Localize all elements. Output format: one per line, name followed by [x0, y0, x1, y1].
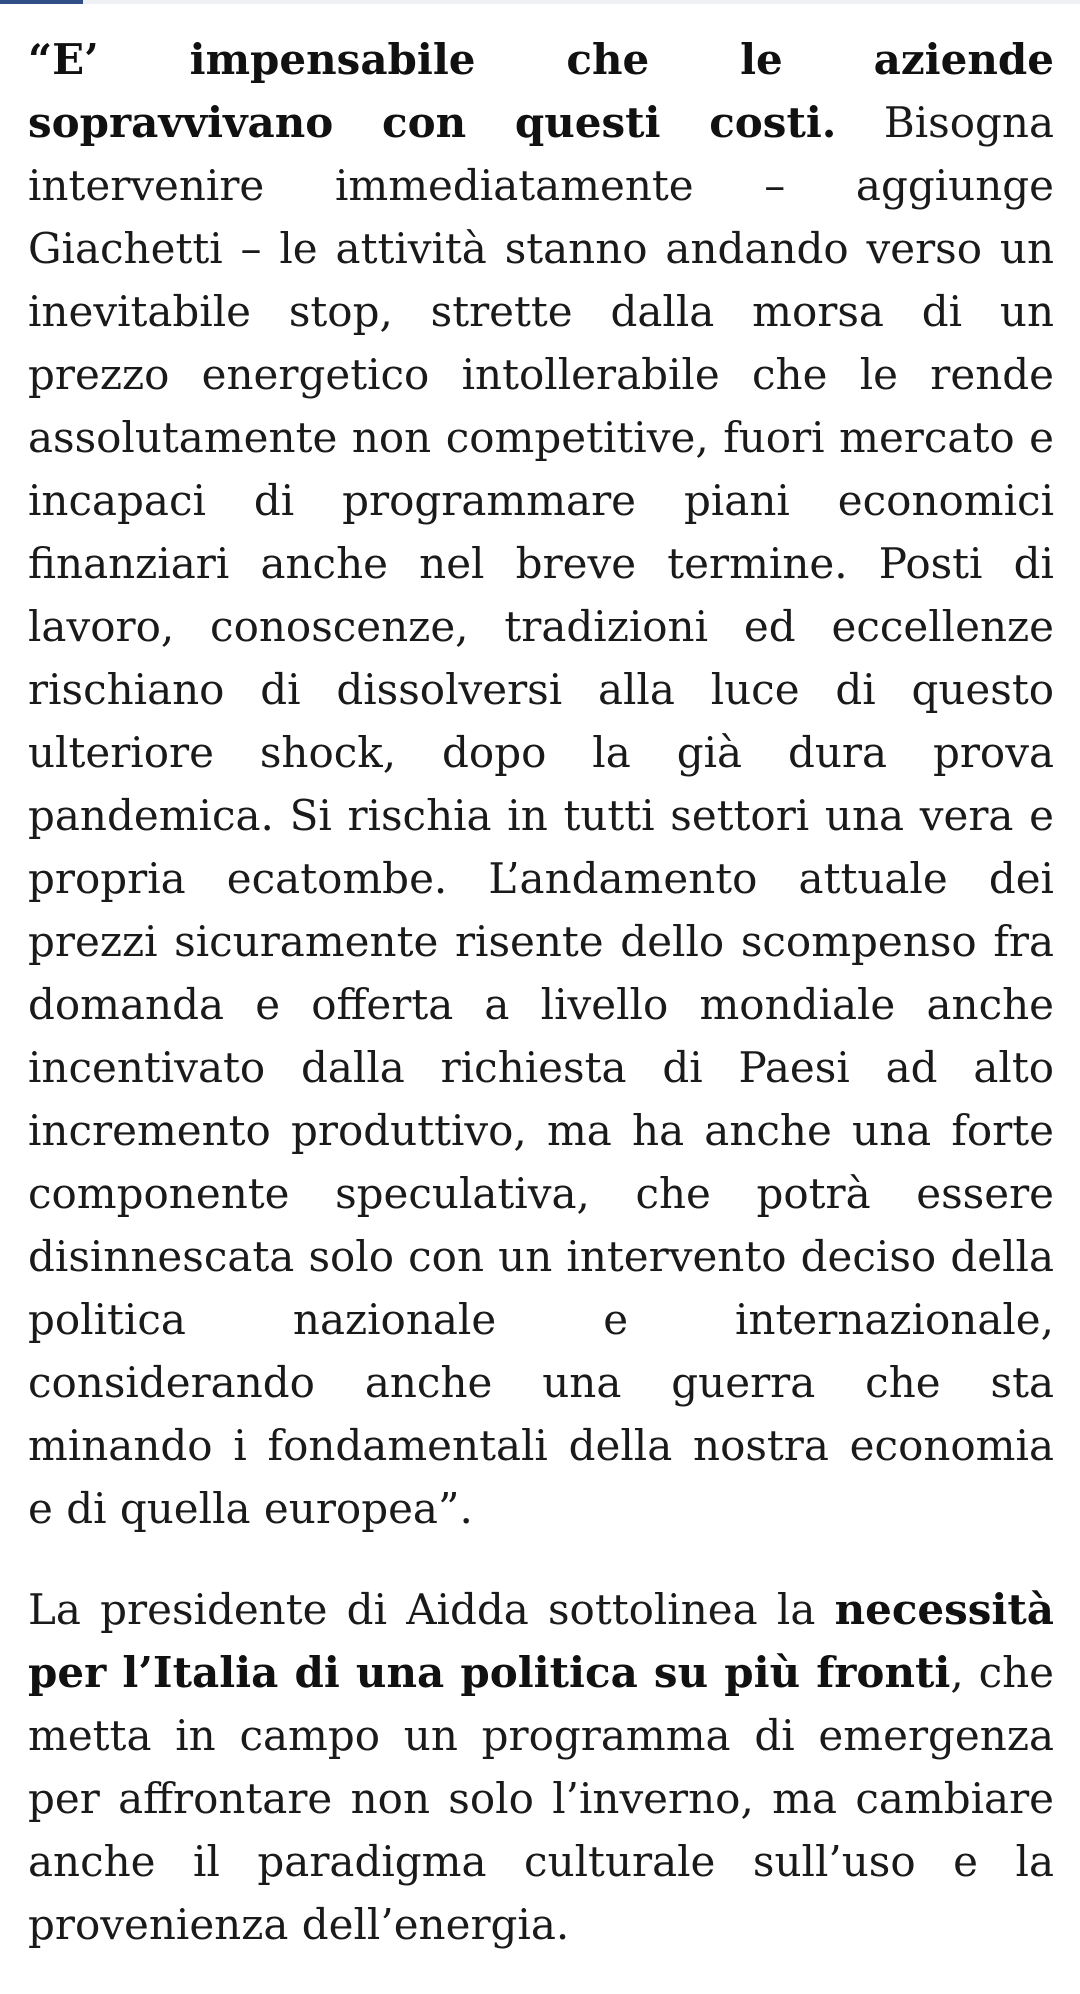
reading-progress-bar [0, 0, 83, 4]
paragraph-2-text-before: La presidente di Aidda sottolinea la [28, 1585, 835, 1634]
article-paragraph-2 [28, 1578, 1054, 1956]
paragraph-2-text-after: , che metta in campo un programma di emergenza per affrontare non solo l’inverno, ma cambiare anche il paradigma culturale sull’uso e la provenienza dell’energia. [28, 1648, 1054, 1949]
quote-text: Bisogna intervenire immediatamente – aggiunge Giachetti – le attività stanno andando verso un inevitabile stop, strette dalla morsa di un prezzo energetico intollerabile che le rende assolutamente non competitive, fuori mercato e incapaci di programmare piani economici finanziari anche nel breve termine. Posti di lavoro, conoscenze, tradizioni ed eccellenze rischiano di dissolversi alla luce di questo ulteriore shock, dopo la già dura prova pandemica. Si rischia in tutti settori una vera e propria ecatombe. L’andamento attuale dei prezzi sicuramente risente dello scompenso fra domanda e offerta a livello mondiale anche incentivato dalla richiesta di Paesi ad alto incremento produttivo, ma ha anche una forte componente speculativa, che potrà essere disinnescata solo con un intervento deciso della politica nazionale e internazionale, considerando anche una guerra che sta minando i fondamentali della nostra economia e di quella europea”. [28, 98, 1055, 1533]
paragraph-2-bold-phrase: necessità per l’Italia di una politica su più fronti [28, 1585, 1054, 1697]
article-paragraph-1 [28, 28, 1054, 1540]
quote-lead-bold: “E’ impensabile che le aziende sopravvivano con questi costi. [28, 35, 1054, 147]
article-body [28, 28, 1054, 1994]
top-bar-track [0, 0, 1080, 4]
